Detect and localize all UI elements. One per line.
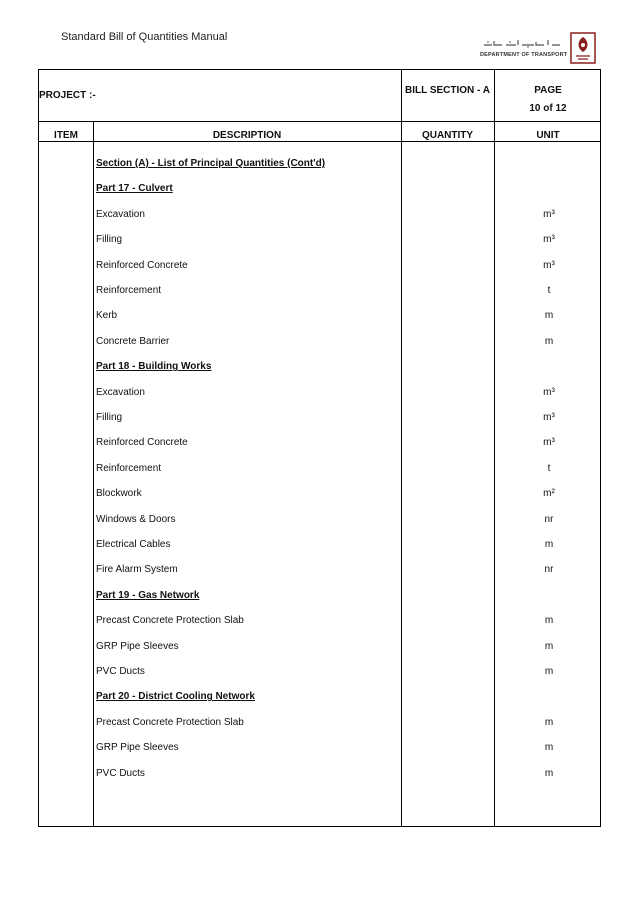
bill-section-label: BILL SECTION - A — [405, 85, 490, 96]
item-unit: m — [544, 666, 554, 677]
unit-column-header: UNIT — [536, 130, 560, 141]
page-label: PAGE — [534, 85, 562, 96]
item-description: Reinforced Concrete — [96, 437, 188, 449]
table-row — [39, 387, 602, 401]
table-row — [39, 183, 602, 197]
item-unit: m — [544, 310, 554, 322]
item-description: Excavation — [96, 386, 145, 398]
table-row — [39, 260, 602, 274]
table-row — [39, 310, 602, 324]
item-unit: m — [544, 615, 554, 627]
table-row — [39, 209, 602, 223]
emblem-icon — [570, 32, 596, 64]
table-row — [39, 285, 602, 299]
item-unit: m³ — [543, 259, 555, 271]
item-description: Fire Alarm System — [96, 564, 178, 576]
logo-english-text: DEPARTMENT OF TRANSPORT — [480, 52, 568, 58]
table-row — [39, 564, 602, 578]
item-unit: m² — [543, 488, 555, 500]
project-label: PROJECT :- — [39, 90, 96, 101]
item-unit: m³ — [543, 412, 555, 423]
description-column-header: DESCRIPTION — [212, 130, 282, 141]
table-row — [39, 488, 602, 502]
item-description: Excavation — [96, 208, 145, 220]
table-row — [39, 717, 602, 731]
table-row — [39, 666, 602, 680]
item-description: Concrete Barrier — [96, 335, 170, 347]
logo-arabic-script-icon — [482, 38, 562, 48]
table-row — [39, 590, 602, 604]
item-description: GRP Pipe Sleeves — [96, 742, 179, 754]
table-row — [39, 412, 602, 426]
section-heading: Part 18 - Building Works — [96, 361, 212, 373]
table-row — [39, 768, 602, 782]
item-description: Kerb — [96, 310, 118, 322]
item-unit: m³ — [543, 234, 555, 246]
section-heading: Section (A) - List of Principal Quantities (Cont'd) — [96, 158, 326, 169]
item-description: Precast Concrete Protection Slab — [96, 615, 244, 627]
item-description: Reinforced Concrete — [96, 259, 188, 271]
item-unit: m³ — [543, 208, 555, 220]
section-heading: Part 19 - Gas Network — [96, 589, 200, 601]
table-row — [39, 615, 602, 629]
table-row — [39, 158, 602, 172]
item-description: PVC Ducts — [96, 767, 145, 779]
item-unit: nr — [544, 513, 554, 525]
item-unit: m — [544, 640, 554, 652]
item-unit: m — [544, 716, 554, 728]
item-unit: nr — [544, 564, 554, 576]
quantity-column-header: QUANTITY — [421, 130, 474, 141]
table-row — [39, 691, 602, 705]
header-divider — [39, 121, 600, 122]
item-description: Reinforcement — [96, 285, 162, 296]
item-description: GRP Pipe Sleeves — [96, 640, 179, 652]
item-unit: m — [544, 742, 554, 754]
department-of-transport-logo — [470, 32, 598, 66]
item-unit: m³ — [543, 437, 555, 449]
item-description: Windows & Doors — [96, 513, 176, 525]
item-unit: t — [547, 462, 551, 474]
item-unit: m — [544, 767, 554, 779]
table-row — [39, 514, 602, 528]
item-unit: m³ — [543, 386, 555, 398]
table-row — [39, 463, 602, 477]
item-unit: m — [544, 539, 554, 550]
manual-title: Standard Bill of Quantities Manual — [61, 31, 228, 43]
item-unit: m — [544, 335, 554, 347]
table-row — [39, 336, 602, 350]
item-description: PVC Ducts — [96, 666, 145, 677]
item-unit: t — [547, 285, 551, 296]
item-description: Precast Concrete Protection Slab — [96, 716, 244, 728]
table-row — [39, 361, 602, 375]
item-description: Filling — [96, 234, 123, 246]
table-row — [39, 234, 602, 248]
item-description: Electrical Cables — [96, 539, 171, 550]
page-number: 10 of 12 — [529, 103, 567, 114]
table-row — [39, 437, 602, 451]
bill-table — [38, 69, 601, 827]
item-column-header: ITEM — [54, 130, 78, 141]
table-row — [39, 641, 602, 655]
table-row — [39, 539, 602, 553]
column-header-divider — [39, 141, 600, 142]
section-heading: Part 20 - District Cooling Network — [96, 691, 255, 703]
item-description: Blockwork — [96, 488, 142, 500]
item-description: Filling — [96, 412, 123, 423]
item-description: Reinforcement — [96, 462, 162, 474]
table-row — [39, 742, 602, 756]
section-heading: Part 17 - Culvert — [96, 183, 173, 195]
